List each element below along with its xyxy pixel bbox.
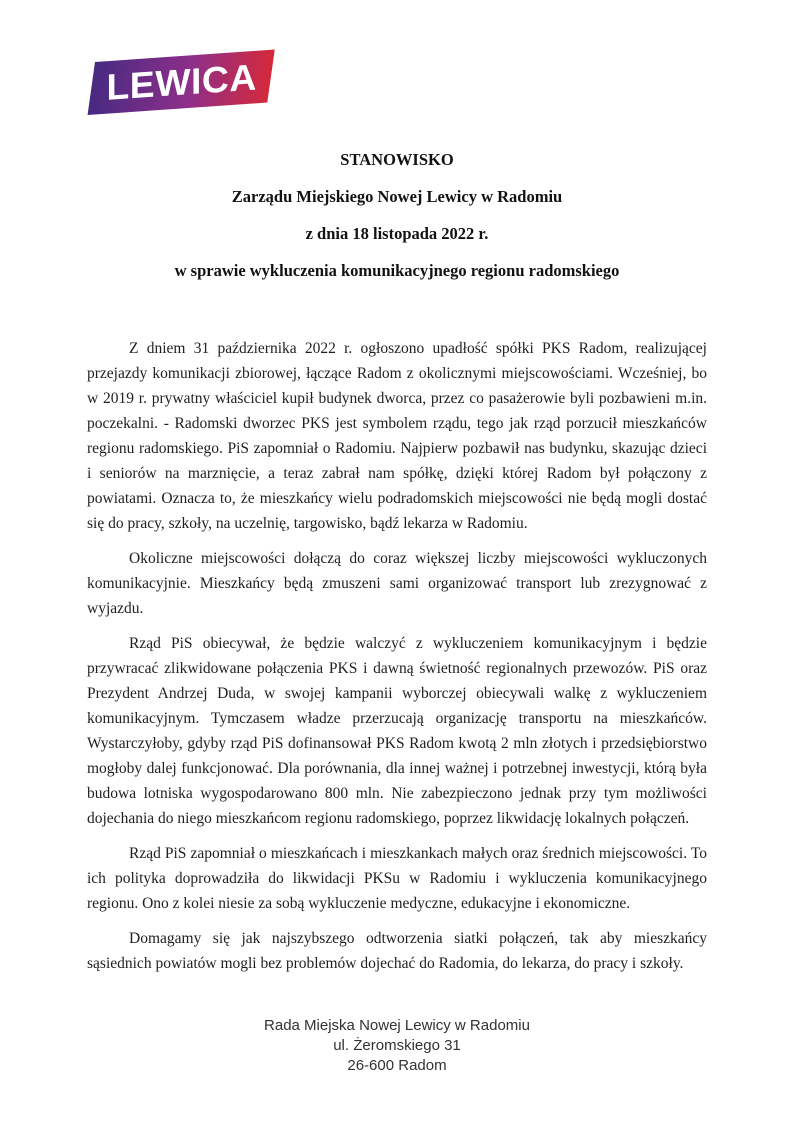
body-paragraph: Rząd PiS obiecywał, że będzie walczyć z wykluczeniem komunikacyjnym i będzie przywracać zlikwidowane połączenia PKS i dawną świetność regionalnych przewozów. PiS oraz Prezydent Andrzej Duda, w swojej kampanii wyborczej obiecywali walkę z wykluczeniem komunikacyjnym. Tymczasem władze przerzucają organizację transportu na mieszkańców. Wystarczyłoby, gdyby rząd PiS dofinansował PKS Radom kwotą 2 mln złotych i przedsiębiorstwo mogłoby dalej funkcjonować. Dla porównania, dla innej ważnej i potrzebnej inwestycji, którą była budowa lotniska wygospodarowano 800 mln. Nie zabezpieczono jednak przy tym możliwości dojechania do niego mieszkańcom regionu radomskiego, poprzez likwidację lokalnych połączeń. <box>87 635 707 827</box>
statement-body <box>87 336 707 986</box>
footer-address <box>0 1016 794 1076</box>
statement-heading <box>0 150 794 298</box>
heading-issuer: Zarządu Miejskiego Nowej Lewicy w Radomiu <box>231 187 563 206</box>
heading-subject: w sprawie wykluczenia komunikacyjnego regionu radomskiego <box>174 261 620 280</box>
footer-postal-city: 26-600 Radom <box>347 1057 447 1074</box>
heading-stanowisko: STANOWISKO <box>340 150 454 169</box>
footer-organization: Rada Miejska Nowej Lewicy w Radomiu <box>264 1017 530 1034</box>
heading-date: z dnia 18 listopada 2022 r. <box>305 224 489 243</box>
lewica-logo <box>88 50 275 115</box>
body-paragraph: Z dniem 31 października 2022 r. ogłoszono upadłość spółki PKS Radom, realizującej przejazdy komunikacji zbiorowej, łączące Radom z okolicznymi miejscowościami. Wcześniej, bo w 2019 r. prywatny właściciel kupił budynek dworca, przez co pasażerowie byli pozbawieni m.in. poczekalni. - Radomski dworzec PKS jest symbolem rządu, tego jak rząd porzucił mieszkańców regionu radomskiego. PiS zapomniał o Radomiu. Najpierw pozbawił nas budynku, skazując dzieci i seniorów na marznięcie, a teraz zabrał nam spółkę, dzięki której Radom był połączony z powiatami. Oznacza to, że mieszkańcy wielu podradomskich miejscowości nie będą mogli dostać się do pracy, szkoły, na uczelnię, targowisko, bądź lekarza w Radomiu. <box>87 340 707 532</box>
body-paragraph: Rząd PiS zapomniał o mieszkańcach i mieszkankach małych oraz średnich miejscowości. To ich polityka doprowadziła do likwidacji PKSu w Radomiu i wykluczenia komunikacyjnego regionu. Ono z kolei niesie za sobą wykluczenie medyczne, edukacyjne i ekonomiczne. <box>87 845 707 912</box>
body-paragraph: Okoliczne miejscowości dołączą do coraz większej liczby miejscowości wykluczonych komunikacyjnie. Mieszkańcy będą zmuszeni sami organizować transport lub zrezygnować z wyjazdu. <box>87 550 707 617</box>
footer-street: ul. Żeromskiego 31 <box>333 1037 461 1054</box>
body-paragraph: Domagamy się jak najszybszego odtworzenia siatki połączeń, tak aby mieszkańcy sąsiednich powiatów mogli bez problemów dojechać do Radomia, do lekarza, do pracy i szkoły. <box>87 930 707 972</box>
lewica-logo-text: LEWICA <box>105 56 257 108</box>
